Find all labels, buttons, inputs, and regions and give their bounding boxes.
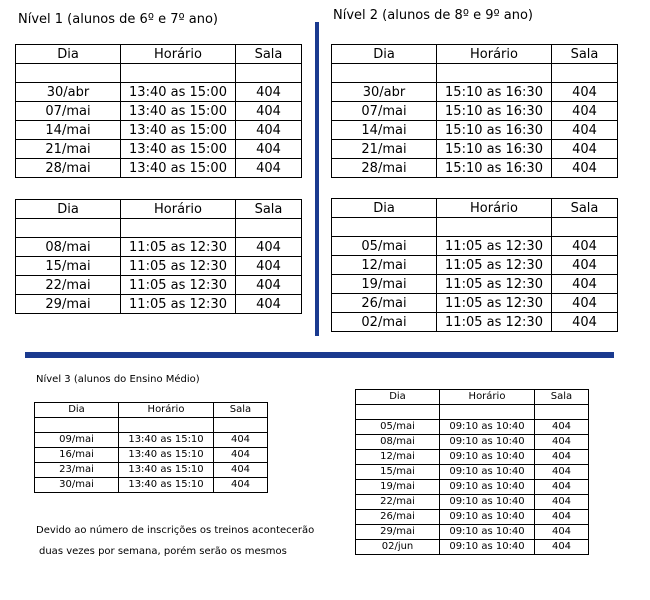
header-time: Horário [437, 199, 552, 218]
blank-cell [119, 418, 214, 433]
level1-title: Nível 1 (alunos de 6º e 7º ano) [18, 12, 218, 27]
blank-cell [437, 218, 552, 237]
cell-room: 404 [236, 83, 302, 102]
table-row [356, 435, 589, 450]
table-row [16, 276, 302, 295]
header-room: Sala [552, 45, 618, 64]
cell-room: 404 [535, 525, 589, 540]
cell-time: 15:10 as 16:30 [437, 140, 552, 159]
table-row [356, 420, 589, 435]
level2-title: Nível 2 (alunos de 8º e 9º ano) [333, 8, 533, 23]
cell-date: 05/mai [356, 420, 440, 435]
header-room: Sala [552, 199, 618, 218]
cell-room: 404 [552, 313, 618, 332]
table-row [16, 83, 302, 102]
cell-room: 404 [236, 295, 302, 314]
cell-room: 404 [214, 433, 268, 448]
cell-date: 15/mai [356, 465, 440, 480]
cell-date: 19/mai [356, 480, 440, 495]
table-row [332, 256, 618, 275]
table-header-row [332, 45, 618, 64]
cell-time: 13:40 as 15:10 [119, 478, 214, 493]
cell-date: 21/mai [332, 140, 437, 159]
cell-time: 15:10 as 16:30 [437, 83, 552, 102]
note-text [36, 520, 314, 562]
cell-time: 11:05 as 12:30 [437, 275, 552, 294]
cell-date: 08/mai [16, 238, 121, 257]
cell-date: 07/mai [332, 102, 437, 121]
cell-time: 09:10 as 10:40 [440, 420, 535, 435]
schedule-table-level3-b [355, 389, 589, 555]
cell-date: 02/mai [332, 313, 437, 332]
table-row [332, 275, 618, 294]
cell-time: 11:05 as 12:30 [437, 313, 552, 332]
table-row [332, 159, 618, 178]
blank-cell [440, 405, 535, 420]
cell-room: 404 [535, 450, 589, 465]
cell-time: 15:10 as 16:30 [437, 102, 552, 121]
header-time: Horário [121, 200, 236, 219]
cell-room: 404 [236, 140, 302, 159]
cell-date: 21/mai [16, 140, 121, 159]
cell-room: 404 [535, 510, 589, 525]
cell-room: 404 [236, 257, 302, 276]
table-row [356, 525, 589, 540]
table-row [356, 510, 589, 525]
table-row [332, 313, 618, 332]
cell-room: 404 [552, 121, 618, 140]
table-blank-row [356, 405, 589, 420]
cell-room: 404 [236, 238, 302, 257]
cell-room: 404 [552, 275, 618, 294]
cell-date: 23/mai [35, 463, 119, 478]
cell-time: 09:10 as 10:40 [440, 495, 535, 510]
cell-time: 09:10 as 10:40 [440, 435, 535, 450]
schedule-table-level2-b [331, 198, 618, 332]
cell-time: 15:10 as 16:30 [437, 159, 552, 178]
cell-date: 09/mai [35, 433, 119, 448]
table-row [356, 495, 589, 510]
table-blank-row [16, 64, 302, 83]
header-day: Dia [16, 45, 121, 64]
table-blank-row [332, 218, 618, 237]
cell-time: 09:10 as 10:40 [440, 480, 535, 495]
table-row [332, 83, 618, 102]
cell-date: 08/mai [356, 435, 440, 450]
cell-room: 404 [552, 140, 618, 159]
table-row [35, 448, 268, 463]
cell-room: 404 [552, 237, 618, 256]
cell-room: 404 [214, 463, 268, 478]
cell-date: 30/abr [332, 83, 437, 102]
blank-cell [16, 64, 121, 83]
cell-date: 19/mai [332, 275, 437, 294]
cell-room: 404 [236, 121, 302, 140]
cell-date: 14/mai [16, 121, 121, 140]
cell-time: 13:40 as 15:00 [121, 159, 236, 178]
table-blank-row [16, 219, 302, 238]
cell-time: 11:05 as 12:30 [437, 237, 552, 256]
blank-cell [332, 64, 437, 83]
table-header-row [16, 45, 302, 64]
header-room: Sala [214, 403, 268, 418]
cell-time: 13:40 as 15:00 [121, 121, 236, 140]
blank-cell [552, 218, 618, 237]
cell-date: 05/mai [332, 237, 437, 256]
cell-date: 12/mai [332, 256, 437, 275]
cell-time: 15:10 as 16:30 [437, 121, 552, 140]
cell-room: 404 [552, 256, 618, 275]
cell-time: 09:10 as 10:40 [440, 540, 535, 555]
cell-date: 29/mai [16, 295, 121, 314]
schedule-table-level1-b [15, 199, 302, 314]
vertical-divider [315, 22, 319, 336]
table-blank-row [332, 64, 618, 83]
cell-room: 404 [535, 465, 589, 480]
blank-cell [121, 64, 236, 83]
header-time: Horário [437, 45, 552, 64]
header-room: Sala [535, 390, 589, 405]
header-day: Dia [356, 390, 440, 405]
cell-room: 404 [236, 276, 302, 295]
cell-time: 13:40 as 15:00 [121, 102, 236, 121]
cell-date: 26/mai [356, 510, 440, 525]
table-row [16, 257, 302, 276]
cell-room: 404 [552, 102, 618, 121]
cell-room: 404 [214, 478, 268, 493]
cell-room: 404 [535, 495, 589, 510]
table-row [356, 540, 589, 555]
header-room: Sala [236, 200, 302, 219]
table-row [16, 238, 302, 257]
note-line-1: Devido ao número de inscrições os treinos acontecerão [36, 525, 315, 536]
cell-date: 28/mai [332, 159, 437, 178]
cell-date: 30/abr [16, 83, 121, 102]
cell-room: 404 [236, 159, 302, 178]
header-time: Horário [440, 390, 535, 405]
cell-time: 11:05 as 12:30 [121, 276, 236, 295]
blank-cell [236, 219, 302, 238]
header-day: Dia [332, 199, 437, 218]
header-time: Horário [121, 45, 236, 64]
cell-time: 11:05 as 12:30 [437, 294, 552, 313]
cell-room: 404 [552, 83, 618, 102]
table-row [16, 159, 302, 178]
table-row [332, 140, 618, 159]
blank-cell [16, 219, 121, 238]
table-row [35, 433, 268, 448]
cell-time: 13:40 as 15:10 [119, 463, 214, 478]
cell-room: 404 [552, 294, 618, 313]
cell-time: 13:40 as 15:10 [119, 433, 214, 448]
cell-room: 404 [214, 448, 268, 463]
cell-date: 28/mai [16, 159, 121, 178]
cell-time: 09:10 as 10:40 [440, 510, 535, 525]
table-header-row [16, 200, 302, 219]
table-row [16, 140, 302, 159]
table-row [35, 478, 268, 493]
horizontal-divider [25, 352, 614, 358]
cell-date: 12/mai [356, 450, 440, 465]
cell-time: 11:05 as 12:30 [437, 256, 552, 275]
blank-cell [535, 405, 589, 420]
cell-room: 404 [535, 435, 589, 450]
header-time: Horário [119, 403, 214, 418]
cell-room: 404 [552, 159, 618, 178]
table-header-row [332, 199, 618, 218]
blank-cell [236, 64, 302, 83]
cell-time: 09:10 as 10:40 [440, 465, 535, 480]
table-row [35, 463, 268, 478]
schedule-table-level2-a [331, 44, 618, 178]
table-row [356, 450, 589, 465]
cell-time: 11:05 as 12:30 [121, 295, 236, 314]
cell-date: 22/mai [16, 276, 121, 295]
cell-date: 30/mai [35, 478, 119, 493]
cell-time: 09:10 as 10:40 [440, 450, 535, 465]
cell-date: 14/mai [332, 121, 437, 140]
cell-room: 404 [535, 540, 589, 555]
cell-room: 404 [535, 420, 589, 435]
cell-date: 26/mai [332, 294, 437, 313]
table-row [332, 102, 618, 121]
header-day: Dia [16, 200, 121, 219]
table-row [356, 480, 589, 495]
cell-date: 16/mai [35, 448, 119, 463]
header-day: Dia [35, 403, 119, 418]
cell-time: 11:05 as 12:30 [121, 238, 236, 257]
blank-cell [214, 418, 268, 433]
blank-cell [121, 219, 236, 238]
schedule-table-level1-a [15, 44, 302, 178]
blank-cell [437, 64, 552, 83]
cell-date: 15/mai [16, 257, 121, 276]
cell-time: 13:40 as 15:10 [119, 448, 214, 463]
cell-room: 404 [236, 102, 302, 121]
table-row [16, 102, 302, 121]
cell-time: 11:05 as 12:30 [121, 257, 236, 276]
blank-cell [35, 418, 119, 433]
table-blank-row [35, 418, 268, 433]
cell-date: 29/mai [356, 525, 440, 540]
cell-date: 02/jun [356, 540, 440, 555]
blank-cell [356, 405, 440, 420]
table-row [332, 294, 618, 313]
cell-time: 09:10 as 10:40 [440, 525, 535, 540]
table-row [16, 121, 302, 140]
cell-date: 22/mai [356, 495, 440, 510]
header-day: Dia [332, 45, 437, 64]
level3-title: Nível 3 (alunos do Ensino Médio) [36, 374, 200, 385]
table-row [356, 465, 589, 480]
header-room: Sala [236, 45, 302, 64]
table-row [16, 295, 302, 314]
table-header-row [35, 403, 268, 418]
cell-date: 07/mai [16, 102, 121, 121]
note-line-2: duas vezes por semana, porém serão os mesmos [39, 546, 287, 557]
cell-time: 13:40 as 15:00 [121, 83, 236, 102]
blank-cell [552, 64, 618, 83]
cell-room: 404 [535, 480, 589, 495]
table-row [332, 121, 618, 140]
table-header-row [356, 390, 589, 405]
cell-time: 13:40 as 15:00 [121, 140, 236, 159]
schedule-table-level3-a [34, 402, 268, 493]
table-row [332, 237, 618, 256]
blank-cell [332, 218, 437, 237]
